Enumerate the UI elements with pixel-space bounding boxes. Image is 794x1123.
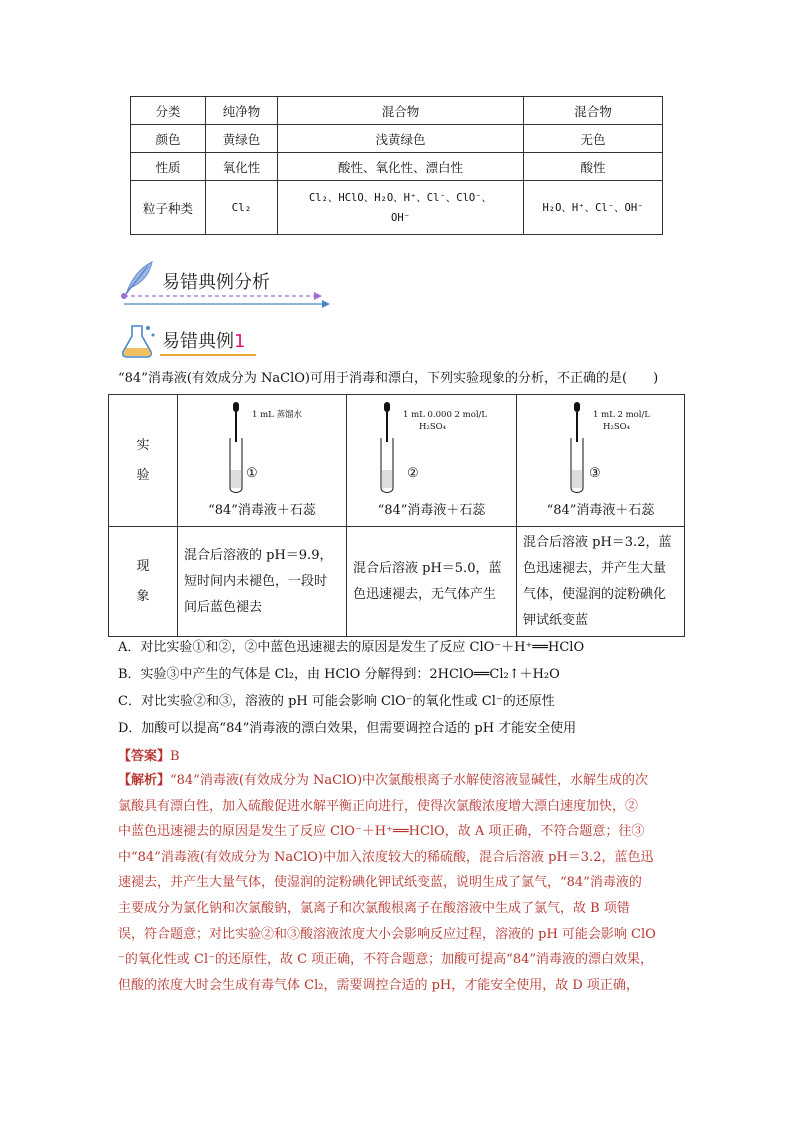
particle-line: OH⁻ <box>391 211 410 224</box>
phenomenon-line: 钾试纸变蓝 <box>523 612 589 628</box>
answer-line <box>118 745 180 764</box>
particle-line: Cl₂、HClO、H₂O、H⁺、Cl⁻、ClO⁻、 <box>308 191 493 204</box>
table-cell: 酸性、氧化性、漂白性 <box>278 153 524 181</box>
tube-number: ③ <box>589 465 601 481</box>
table-cell: 颜色 <box>131 125 206 153</box>
table-cell: 无色 <box>524 125 663 153</box>
option-d: D．加酸可以提高“84”消毒液的漂白效果，但需要调控合适的 pH 才能安全使用 <box>118 721 577 736</box>
analysis-block <box>118 768 688 998</box>
analysis-line: ⁻的氧化性或 Cl⁻的还原性，故 C 项正确，不符合题意；加酸可提高“84”消毒液的漂白效果， <box>118 952 654 968</box>
tube-number: ② <box>407 465 419 481</box>
question-text: “84”消毒液(有效成分为 NaClO)可用于消毒和漂白，下列实验现象的分析，不正确的是( ) <box>118 371 659 386</box>
reagent-label: 1 mL 蒸馏水 <box>252 409 303 420</box>
tube-cell <box>517 395 685 527</box>
table-row <box>131 153 663 181</box>
phenomenon-line: 混合后溶液的 pH＝9.9， <box>184 547 333 563</box>
row-header-char: 现 <box>136 558 150 574</box>
table-cell: 混合物 <box>524 97 663 125</box>
reagent-label: 1 mL 0.000 2 mol/L <box>403 409 488 420</box>
phenomenon-cell <box>517 527 685 637</box>
analysis-tag: 【解析】 <box>118 773 171 788</box>
table-cell: 性质 <box>131 153 206 181</box>
table-row <box>131 125 663 153</box>
phenomenon-line: 间后蓝色褪去 <box>184 599 263 615</box>
table-row <box>109 395 685 527</box>
experiment-table <box>108 394 685 637</box>
option-c: C．对比实验②和③，溶液的 pH 可能会影响 ClO⁻的氧化性或 Cl⁻的还原性 <box>118 694 555 709</box>
option-b: B．实验③中产生的气体是 Cl₂，由 HClO 分解得到：2HClO══Cl₂↑＋H₂O <box>118 667 560 682</box>
phenomenon-line: 色迅速褪去，无气体产生 <box>353 586 497 602</box>
analysis-text: “84”消毒液(有效成分为 NaClO)中次氯酸根离子水解使溶液显碱性，水解生成的次 <box>170 773 649 788</box>
tube-label: “84”消毒液＋石蕊 <box>208 502 316 518</box>
section-title <box>162 327 245 353</box>
analysis-line: 但酸的浓度大时会生成有毒气体 Cl₂，需要调控合适的 pH，才能安全使用，故 D 项正确， <box>118 977 639 993</box>
phenomenon-cell <box>347 527 517 637</box>
table-cell: 氧化性 <box>206 153 278 181</box>
reagent-label: H₂SO₄ <box>603 421 631 432</box>
tube-cell <box>347 395 517 527</box>
underline <box>160 354 256 356</box>
analysis-line: 中蓝色迅速褪去的原因是发生了反应 ClO⁻＋H⁺══HClO，故 A 项正确，不符合题意；往③ <box>118 824 645 840</box>
row-header <box>109 395 178 527</box>
table-cell: Cl₂ <box>206 181 278 235</box>
table-cell: 黄绿色 <box>206 125 278 153</box>
table-cell: 分类 <box>131 97 206 125</box>
tube-label: “84”消毒液＋石蕊 <box>546 502 655 518</box>
table-cell: 酸性 <box>524 153 663 181</box>
example-number: 1 <box>234 331 246 352</box>
table-cell <box>278 181 524 235</box>
analysis-line: 主要成分为氯化钠和次氯酸钠，氯离子和次氯酸根离子在酸溶液中生成了氯气，故 B 项错 <box>118 900 630 916</box>
flask-icon <box>118 320 158 360</box>
divider-arrow <box>118 290 333 310</box>
table-cell: 纯净物 <box>206 97 278 125</box>
row-header <box>109 527 178 637</box>
phenomenon-cell <box>178 527 347 637</box>
properties-table <box>130 96 663 235</box>
table-cell: 粒子种类 <box>131 181 206 235</box>
phenomenon-line: 混合后溶液 pH＝3.2，蓝 <box>523 534 672 550</box>
phenomenon-line: 短时间内未褪色，一段时 <box>184 573 328 589</box>
answer-value: B <box>170 749 180 764</box>
phenomenon-line: 混合后溶液 pH＝5.0，蓝 <box>353 560 502 576</box>
reagent-label: H₂SO₄ <box>419 421 447 432</box>
table-row <box>131 181 663 235</box>
row-header-char: 实 <box>136 437 150 453</box>
analysis-line <box>118 768 688 794</box>
answer-tag: 【答案】 <box>118 749 171 764</box>
analysis-line: 速褪去，并产生大量气体，使湿润的淀粉碘化钾试纸变蓝，说明生成了氯气，“84”消毒液的 <box>118 875 642 891</box>
table-row <box>109 527 685 637</box>
table-row <box>131 97 663 125</box>
table-cell: 混合物 <box>278 97 524 125</box>
section-title: 易错典例分析 <box>162 272 270 293</box>
tube-label: “84”消毒液＋石蕊 <box>377 502 486 518</box>
section-title-text: 易错典例 <box>162 331 234 352</box>
table-cell: H₂O、H⁺、Cl⁻、OH⁻ <box>524 181 663 235</box>
reagent-label: 1 mL 2 mol/L <box>593 409 651 420</box>
row-header-char: 象 <box>136 588 150 604</box>
phenomenon-line: 色迅速褪去，并产生大量 <box>523 560 667 576</box>
row-header-char: 验 <box>136 467 150 483</box>
option-a: A．对比实验①和②，②中蓝色迅速褪去的原因是发生了反应 ClO⁻＋H⁺══HClO <box>118 640 585 655</box>
tube-cell <box>178 395 347 527</box>
tube-number: ① <box>246 465 258 481</box>
analysis-line: 误，符合题意；对比实验②和③酸溶液浓度大小会影响反应过程，溶液的 pH 可能会影响 ClO <box>118 926 656 942</box>
phenomenon-line: 气体，使湿润的淀粉碘化 <box>523 586 667 602</box>
table-cell: 浅黄绿色 <box>278 125 524 153</box>
analysis-line: 中“84”消毒液(有效成分为 NaClO)中加入浓度较大的稀硫酸，混合后溶液 pH＝3.2，蓝色迅 <box>118 849 654 865</box>
analysis-line: 氯酸具有漂白性，加入硫酸促进水解平衡正向进行，使得次氯酸浓度增大漂白速度加快，② <box>118 798 639 814</box>
